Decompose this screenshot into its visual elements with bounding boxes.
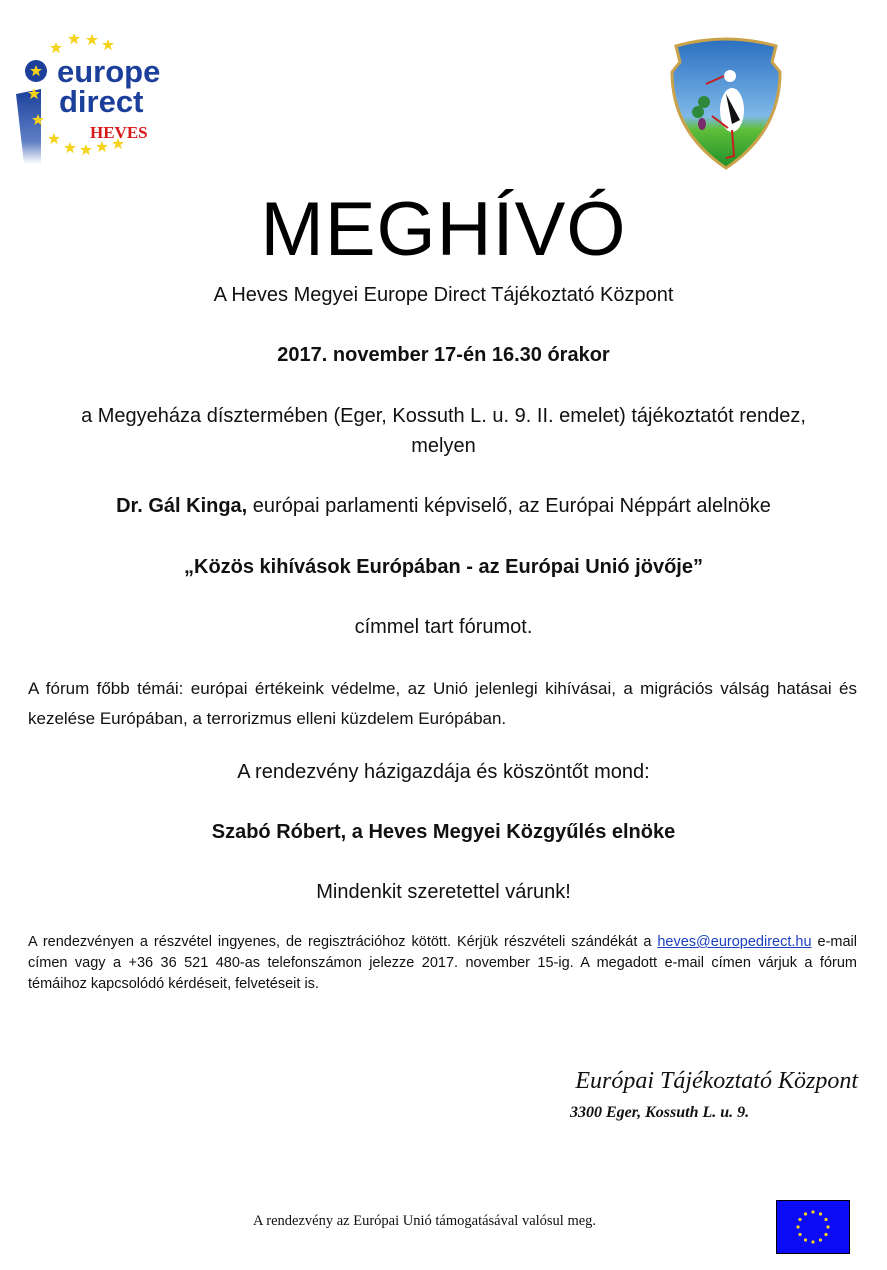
speaker-role: európai parlamenti képviselő, az Európai Néppárt alelnöke [247,495,771,517]
welcome-text: Mindenkit szeretettel várunk! [316,881,571,903]
eu-star [804,1238,807,1241]
coat-of-arms-icon [668,32,784,172]
registration-text-after: e-mail címen vagy a +36 36 521 480-as telefonszámon jelezze 2017. november 15-ig. A megadott e-mail címen várjuk a fórum témáihoz kapcsolódó kérdéseit, felvetéseit is. [28,934,857,992]
forum-title: „Közös kihívások Európában - az Európai Unió jövője” [184,556,703,578]
eu-star [819,1238,822,1241]
forum-suffix: címmel tart fórumot. [354,616,533,638]
signature-address: 3300 Eger, Kossuth L. u. 9. [570,1104,750,1121]
eu-star [798,1218,801,1221]
host-intro: A rendezvény házigazdája és köszöntőt mond: [237,761,650,783]
organizer-text: A Heves Megyei Europe Direct Tájékoztató Központ [213,284,674,306]
host-name: Szabó Róbert, a Heves Megyei Közgyűlés elnöke [211,821,676,843]
logo-text-europe: europe [57,54,161,89]
logo-text-heves: HEVES [90,123,148,142]
eu-star [824,1218,827,1221]
eu-star [824,1233,827,1236]
eu-star [819,1212,822,1215]
logo-text-direct: direct [59,84,144,119]
footer-text: A rendezvény az Európai Unió támogatásával valósul meg. [253,1213,597,1229]
registration-text [28,932,857,995]
eu-star [796,1225,799,1228]
europe-direct-logo [14,34,174,168]
eu-flag-icon [776,1200,850,1254]
registration-text-before: A rendezvényen a részvétel ingyenes, de regisztrációhoz kötött. Kérjük részvételi szándékát a [28,934,658,950]
forum-topics: A fórum főbb témái: európai értékeink védelme, az Unió jelenlegi kihívásai, a migrációs válság hatásai és kezelése Európában, a terrorizmus elleni küzdelem Európában. [28,679,857,728]
event-datetime: 2017. november 17-én 16.30 órakor [277,344,610,366]
signature-name: Európai Tájékoztató Központ [575,1068,858,1094]
eu-star [811,1210,814,1213]
eu-star [826,1225,829,1228]
eu-star [798,1233,801,1236]
page-title: MEGHÍVÓ [260,187,627,272]
speaker-name: Dr. Gál Kinga, [116,495,248,517]
eu-star [804,1212,807,1215]
venue-text-line1: a Megyeháza dísztermében (Eger, Kossuth L. u. 9. II. emelet) tájékoztatót rendez, [81,405,806,427]
email-link[interactable]: heves@europedirect.hu [657,934,812,950]
eu-star [811,1240,814,1243]
venue-text-line2: melyen [411,435,476,457]
speaker-line [0,495,887,518]
